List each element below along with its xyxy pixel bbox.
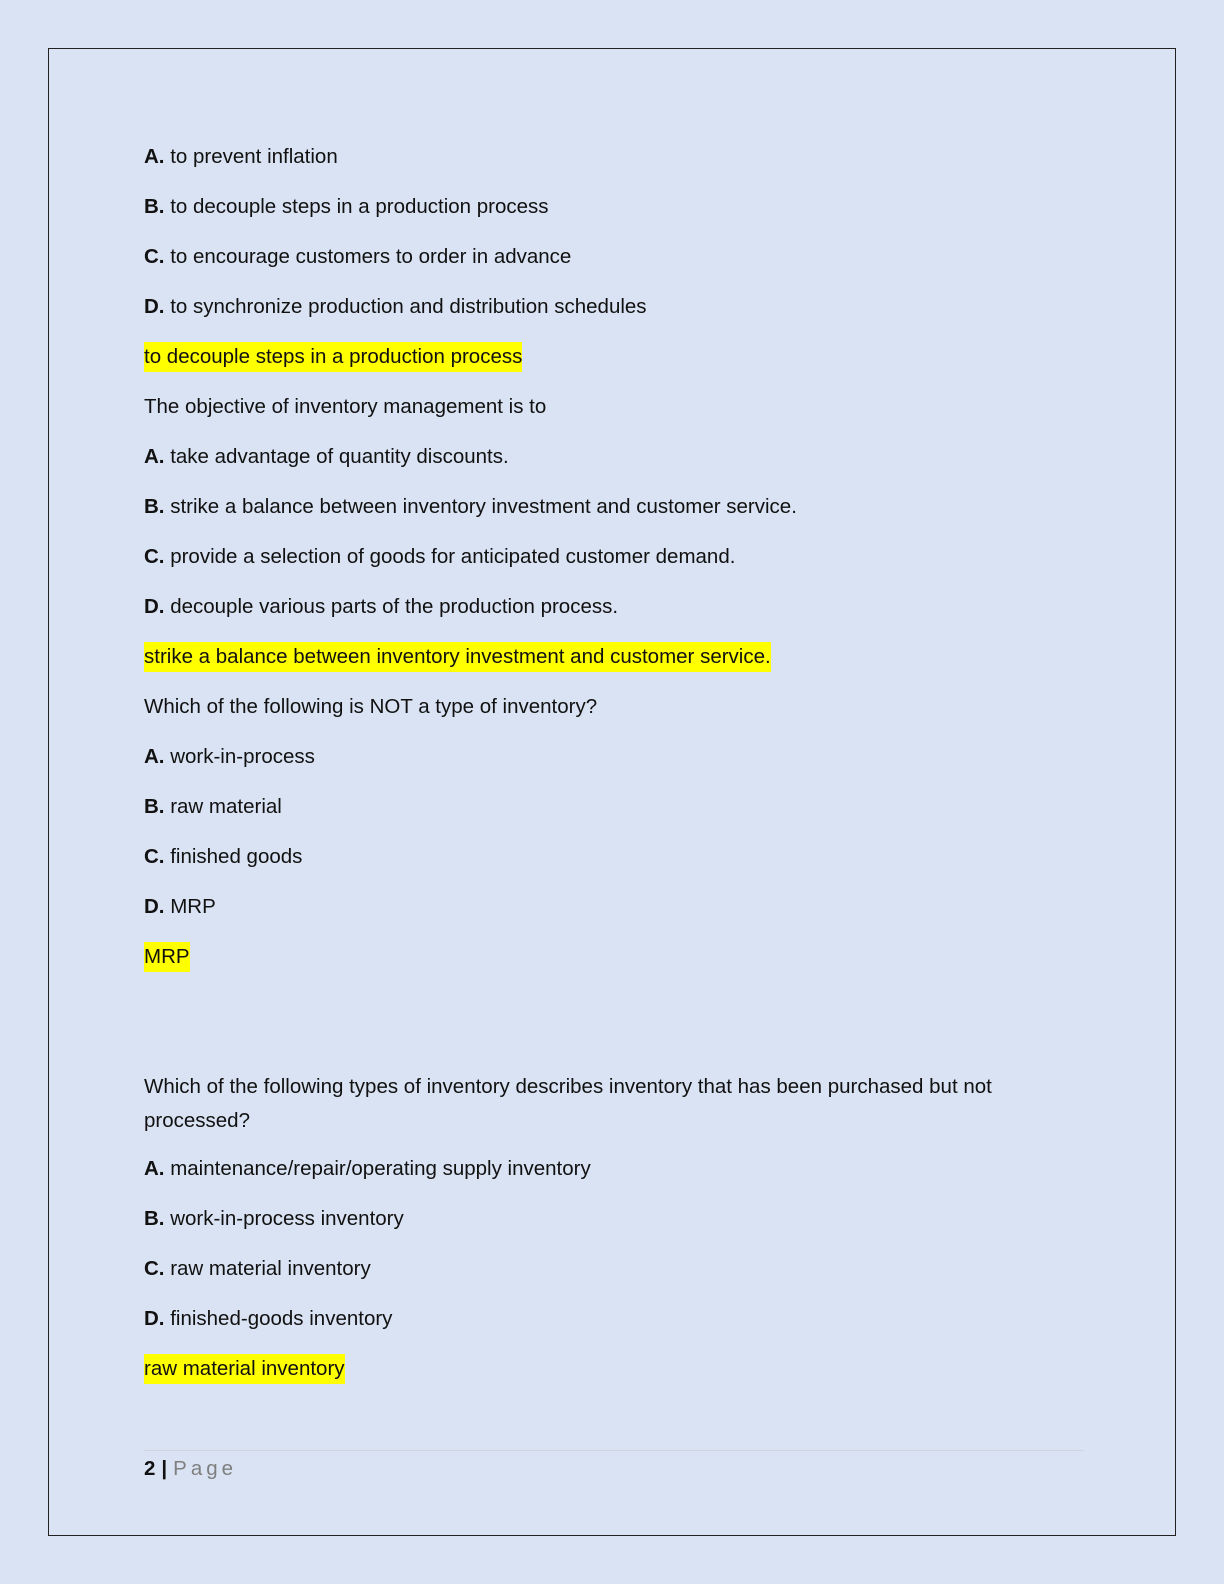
option-d: D. decouple various parts of the production process.	[144, 595, 619, 618]
answer-highlight: strike a balance between inventory investment and customer service.	[144, 642, 1084, 672]
option-a: A. work-in-process	[144, 745, 315, 768]
question-2	[144, 392, 1084, 672]
answer-highlight: to decouple steps in a production process	[144, 342, 1084, 372]
document-body	[144, 142, 1084, 1404]
option-b: B. work-in-process inventory	[144, 1207, 404, 1230]
question-4	[144, 1070, 1084, 1384]
spacer	[144, 992, 1084, 1070]
question-text: Which of the following is NOT a type of inventory?	[144, 695, 598, 718]
question-1	[144, 142, 1084, 372]
question-3	[144, 692, 1084, 972]
option-d: D. finished-goods inventory	[144, 1307, 393, 1330]
option-b: B. to decouple steps in a production process	[144, 195, 549, 218]
page-number: 2	[144, 1457, 156, 1480]
option-c: C. raw material inventory	[144, 1257, 371, 1280]
option-d: D. MRP	[144, 895, 216, 918]
page-word: Page	[173, 1457, 238, 1480]
option-c: C. provide a selection of goods for anticipated customer demand.	[144, 545, 736, 568]
footer-divider	[144, 1450, 1084, 1451]
option-a: A. maintenance/repair/operating supply inventory	[144, 1157, 591, 1180]
option-a: A. to prevent inflation	[144, 145, 338, 168]
question-text: Which of the following types of inventory describes inventory that has been purchased but not processed?	[144, 1075, 992, 1132]
answer-highlight: raw material inventory	[144, 1354, 1084, 1384]
option-c: C. finished goods	[144, 845, 303, 868]
question-text: The objective of inventory management is to	[144, 395, 547, 418]
answer-highlight: MRP	[144, 942, 1084, 972]
option-a: A. take advantage of quantity discounts.	[144, 445, 509, 468]
option-b: B. strike a balance between inventory investment and customer service.	[144, 495, 797, 518]
page-footer	[144, 1454, 237, 1484]
page-separator: |	[161, 1457, 168, 1480]
option-c: C. to encourage customers to order in advance	[144, 245, 572, 268]
option-b: B. raw material	[144, 795, 282, 818]
option-d: D. to synchronize production and distribution schedules	[144, 295, 647, 318]
